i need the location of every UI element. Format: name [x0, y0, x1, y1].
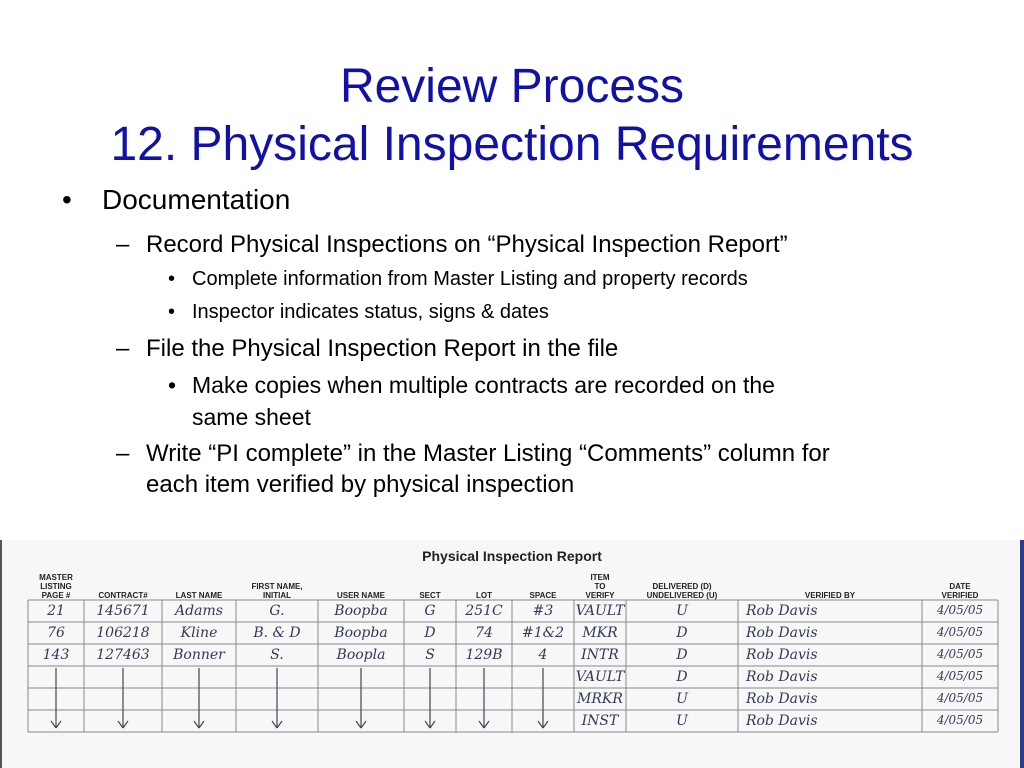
down-arrow-icon — [430, 721, 435, 728]
form-cell: Kline — [180, 625, 218, 641]
form-cell: 106218 — [96, 625, 150, 641]
dash-icon: – — [116, 335, 130, 362]
form-cell: Rob Davis — [746, 691, 818, 707]
physical-inspection-report-scan — [0, 540, 1024, 768]
column-header: SPACE — [529, 591, 557, 600]
form-cell: 251C — [465, 603, 503, 619]
form-cell: B. & D — [253, 625, 301, 641]
form-cell: 4/05/05 — [936, 603, 984, 617]
dash-text: Record Physical Inspections on “Physical Inspection Report” — [146, 231, 788, 258]
column-header: MASTER LISTING PAGE # — [39, 573, 73, 600]
slide-title — [0, 58, 1024, 174]
form-cell: Bonner — [173, 647, 225, 663]
down-arrow-icon — [425, 721, 430, 728]
form-cell: D — [676, 625, 688, 641]
form-cell: U — [676, 691, 688, 707]
form-cell: 4/05/05 — [936, 669, 984, 683]
dash-text-line2: each item verified by physical inspection — [146, 471, 575, 498]
bullet-dot-icon: • — [168, 301, 176, 323]
form-title: Physical Inspection Report — [422, 548, 602, 564]
down-arrow-icon — [199, 721, 204, 728]
form-cell: S. — [270, 647, 284, 663]
bullet-dot-icon: • — [168, 268, 176, 290]
form-cell: 145671 — [96, 603, 150, 619]
form-cell: 4/05/05 — [936, 691, 984, 705]
down-arrow-icon — [194, 721, 199, 728]
column-header: VERIFIED BY — [804, 591, 856, 600]
down-arrow-icon — [56, 721, 61, 728]
column-header: DELIVERED (D) UNDELIVERED (U) — [646, 582, 718, 600]
form-cell: D — [676, 647, 688, 663]
down-arrow-icon — [484, 721, 489, 728]
form-cell: Adams — [175, 603, 223, 619]
form-cell: 4/05/05 — [936, 713, 984, 727]
down-arrow-icon — [479, 721, 484, 728]
form-cell: Rob Davis — [746, 669, 818, 685]
title-line-2: 12. Physical Inspection Requirements — [110, 118, 914, 171]
dash-icon: – — [116, 231, 130, 258]
form-cell: Rob Davis — [746, 603, 818, 619]
form-cell: Rob Davis — [746, 647, 818, 663]
form-cell: S — [425, 647, 435, 663]
sub-bullet-text-line1: Make copies when multiple contracts are recorded on the — [192, 372, 775, 398]
form-cell: U — [676, 713, 688, 729]
down-arrow-icon — [118, 721, 123, 728]
dash-icon: – — [116, 440, 130, 467]
form-cell: 143 — [42, 647, 70, 663]
down-arrow-icon — [543, 721, 548, 728]
sub-bullet-text-line2: same sheet — [192, 404, 311, 430]
form-cell: Boopba — [334, 625, 388, 641]
column-header: CONTRACT# — [98, 591, 148, 600]
column-header: ITEM TO VERIFY — [585, 573, 615, 600]
title-line-1: Review Process — [339, 60, 685, 113]
form-cell: #3 — [532, 603, 554, 619]
form-cell: Boopla — [336, 647, 386, 663]
bullet-dot-icon: • — [168, 372, 177, 398]
form-cell: #1&2 — [521, 625, 564, 641]
down-arrow-icon — [272, 721, 277, 728]
form-cell: G — [424, 603, 436, 619]
form-cell: MKR — [582, 625, 618, 641]
form-cell: 127463 — [96, 647, 150, 663]
form-cell: VAULT — [575, 603, 625, 619]
down-arrow-icon — [356, 721, 361, 728]
form-cell: 4/05/05 — [936, 647, 984, 661]
form-cell: Rob Davis — [746, 713, 818, 729]
column-header: FIRST NAME, INITIAL — [251, 582, 303, 600]
bullet-text: Documentation — [102, 184, 291, 215]
form-cell: MRKR — [577, 691, 623, 707]
form-cell: Boopba — [334, 603, 388, 619]
form-cell: INTR — [581, 647, 619, 663]
form-cell: 74 — [475, 625, 493, 641]
form-cell: 4/05/05 — [936, 625, 984, 639]
form-cell: INST — [581, 713, 619, 729]
form-cell: D — [676, 669, 688, 685]
dash-text-line1: Write “PI complete” in the Master Listing “Comments” column for — [146, 440, 830, 467]
column-header: SECT — [419, 591, 441, 600]
form-cell: 4 — [538, 647, 548, 663]
form-cell: U — [676, 603, 688, 619]
sub-bullet-text: Complete information from Master Listing and property records — [192, 268, 748, 290]
down-arrow-icon — [51, 721, 56, 728]
bullet-dot-icon: • — [62, 184, 72, 215]
form-cell: D — [424, 625, 436, 641]
form-cell: 76 — [47, 625, 65, 641]
form-cell: 129B — [465, 647, 503, 663]
column-header: USER NAME — [336, 591, 385, 600]
sub-bullet-text: Inspector indicates status, signs & dates — [192, 301, 549, 323]
form-cell: Rob Davis — [746, 625, 818, 641]
form-cell: G. — [269, 603, 285, 619]
down-arrow-icon — [123, 721, 128, 728]
column-header: LAST NAME — [175, 591, 223, 600]
down-arrow-icon — [277, 721, 282, 728]
down-arrow-icon — [361, 721, 366, 728]
column-header: DATE VERIFIED — [941, 582, 979, 600]
dash-text: File the Physical Inspection Report in the file — [146, 335, 619, 362]
form-cell: VAULT — [575, 669, 625, 685]
down-arrow-icon — [538, 721, 543, 728]
column-header: LOT — [476, 591, 492, 600]
form-cell: 21 — [47, 603, 65, 619]
